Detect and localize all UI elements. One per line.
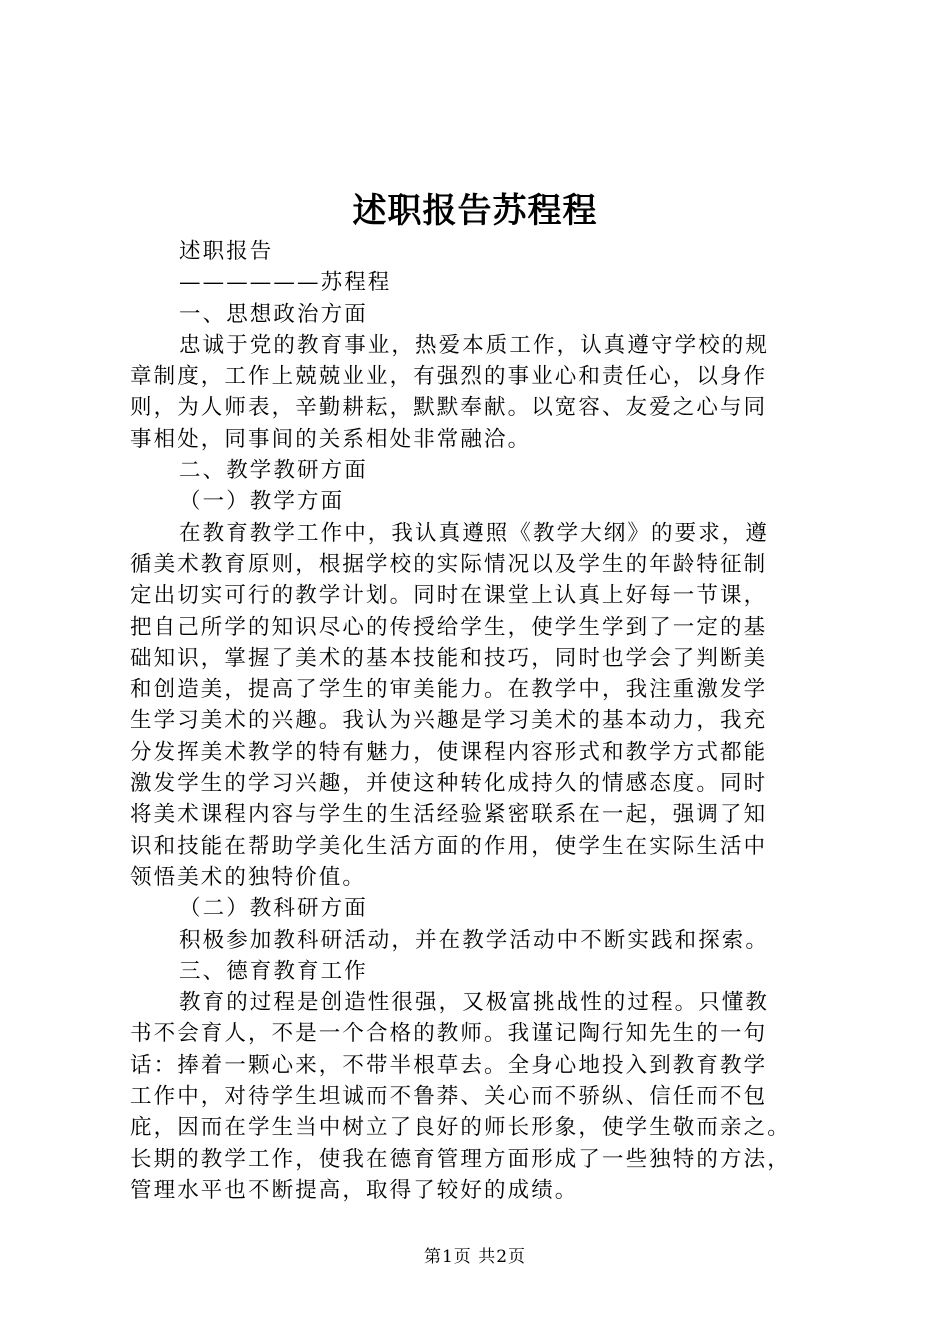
body-line: 分发挥美术教学的特有魅力，使课程内容形式和教学方式都能 — [130, 739, 768, 765]
body-line: 础知识，掌握了美术的基本技能和技巧，同时也学会了判断美 — [130, 645, 768, 671]
body-line: 循美术教育原则，根据学校的实际情况以及学生的年龄特征制 — [130, 551, 768, 577]
body-line: 庇，因而在学生当中树立了良好的师长形象，使学生敬而亲之。 — [130, 1115, 791, 1141]
body-line: （二）教科研方面 — [179, 896, 368, 922]
body-line: 二、教学教研方面 — [179, 458, 368, 484]
body-line: 事相处，同事间的关系相处非常融洽。 — [130, 426, 532, 452]
body-line: 工作中，对待学生坦诚而不鲁莽、关心而不骄纵、信任而不包 — [130, 1084, 768, 1110]
body-line: 生学习美术的兴趣。我认为兴趣是学习美术的基本动力，我充 — [130, 708, 768, 734]
body-line: 管理水平也不断提高，取得了较好的成绩。 — [130, 1177, 579, 1203]
body-line: 领悟美术的独特价值。 — [130, 864, 367, 890]
body-line: 积极参加教科研活动，并在教学活动中不断实践和探索。 — [179, 927, 770, 953]
body-line: 则，为人师表，辛勤耕耘，默默奉献。以宽容、友爱之心与同 — [130, 395, 768, 421]
body-line: 激发学生的学习兴趣，并使这种转化成持久的情感态度。同时 — [130, 771, 768, 797]
body-line: 一、思想政治方面 — [179, 301, 368, 327]
body-line: 述职报告 — [179, 239, 274, 264]
body-line: 将美术课程内容与学生的生活经验紧密联系在一起，强调了知 — [130, 802, 768, 828]
document-body — [130, 236, 850, 1206]
page-footer: 第1页 共2页 — [423, 1247, 527, 1267]
body-line: 识和技能在帮助学美化生活方面的作用，使学生在实际生活中 — [130, 833, 768, 859]
body-line: 教育的过程是创造性很强，又极富挑战性的过程。只懂教 — [179, 990, 770, 1016]
body-line: 书不会育人，不是一个合格的教师。我谨记陶行知先生的一句 — [130, 1021, 768, 1047]
body-line: 定出切实可行的教学计划。同时在课堂上认真上好每一节课， — [130, 583, 768, 609]
body-line: 长期的教学工作，使我在德育管理方面形成了一些独特的方法， — [130, 1146, 791, 1172]
body-line: 三、德育教育工作 — [179, 958, 368, 984]
body-line: 话：捧着一颗心来，不带半根草去。全身心地投入到教育教学 — [130, 1052, 768, 1078]
document-title: 述职报告苏程程 — [352, 191, 598, 231]
body-line: （一）教学方面 — [179, 489, 345, 515]
body-line: 把自己所学的知识尽心的传授给学生，使学生学到了一定的基 — [130, 614, 768, 640]
body-line: 在教育教学工作中，我认真遵照《教学大纲》的要求，遵 — [179, 520, 770, 546]
body-line: 和创造美，提高了学生的审美能力。在教学中，我注重激发学 — [130, 677, 768, 703]
body-line: 章制度，工作上兢兢业业，有强烈的事业心和责任心，以身作 — [130, 364, 768, 390]
body-line: ——————苏程程 — [179, 270, 392, 296]
body-line: 忠诚于党的教育事业，热爱本质工作，认真遵守学校的规 — [179, 332, 770, 358]
